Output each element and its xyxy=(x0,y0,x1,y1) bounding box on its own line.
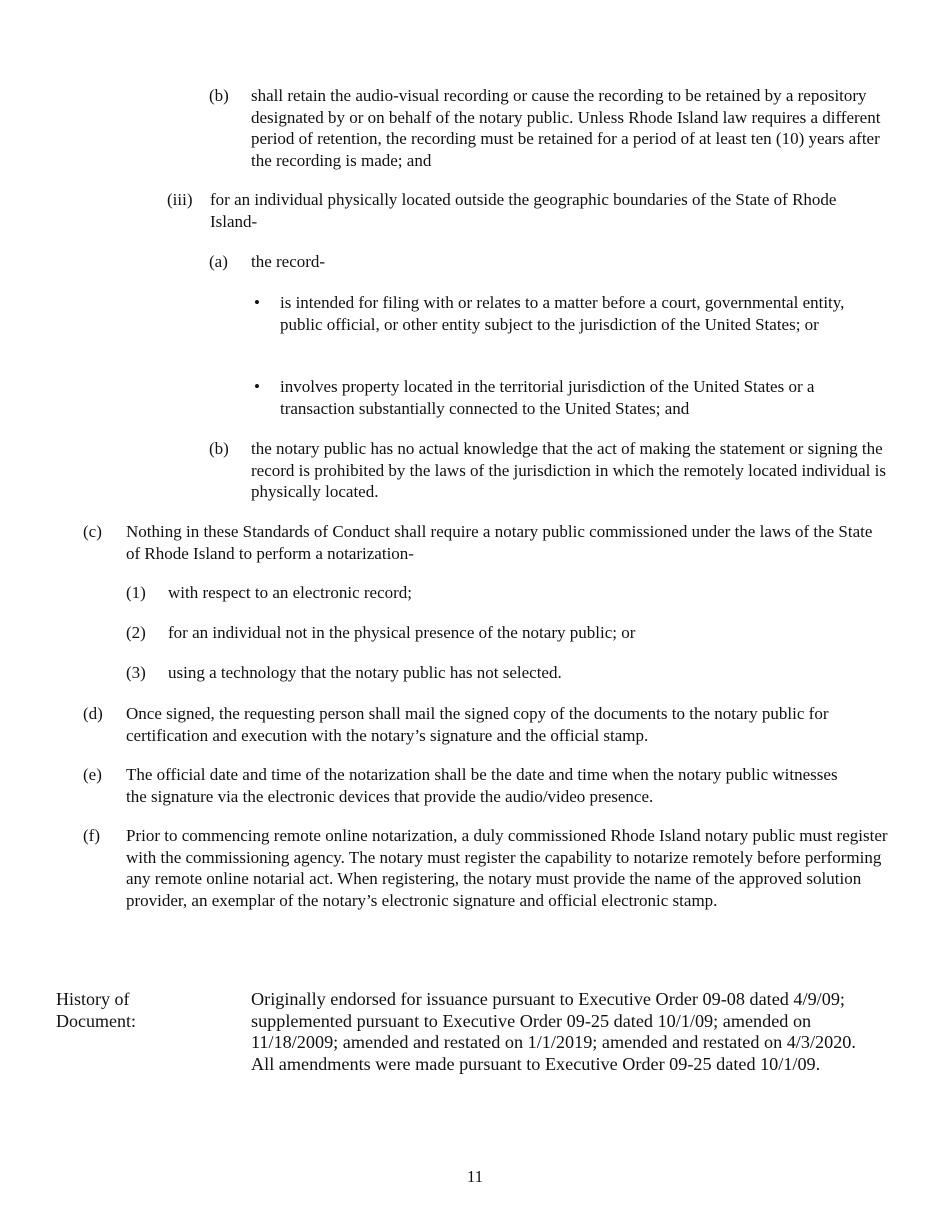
clause-text: with respect to an electronic record; xyxy=(168,583,413,602)
page-number: 11 xyxy=(466,1167,484,1186)
bullet-text: is intended for filing with or relates to a matter before a court, governmental entity, public official, or other entity subject to the jurisdiction of the United States; or xyxy=(280,293,845,334)
clause-label: (f) xyxy=(83,826,100,845)
clause-label: (c) xyxy=(83,522,102,541)
clause-text: Nothing in these Standards of Conduct shall require a notary public commissioned under the laws of the State of Rhode Island to perform a notarization- xyxy=(126,522,873,563)
clause-label: (d) xyxy=(83,704,103,723)
clause-label: (a) xyxy=(209,252,228,271)
clause-text: the record- xyxy=(251,252,326,271)
bullet-text: involves property located in the territorial jurisdiction of the United States or a transaction substantially connected to the United States; and xyxy=(280,377,815,418)
clause-text: for an individual physically located outside the geographic boundaries of the State of Rhode Island- xyxy=(210,190,837,231)
history-text: Originally endorsed for issuance pursuant to Executive Order 09-08 dated 4/9/09; supplemented pursuant to Executive Order 09-25 dated 10/1/09; amended on 11/18/2009; amended and restated on 1/1/2019; amended and restated on 4/3/2020. All amendments were made pursuant to Executive Order 09-25 dated 10/1/09. xyxy=(251,989,856,1074)
bullet-icon: • xyxy=(254,293,260,312)
clause-text: using a technology that the notary public has not selected. xyxy=(168,663,562,682)
clause-text: for an individual not in the physical presence of the notary public; or xyxy=(168,623,636,642)
clause-label: (1) xyxy=(126,583,146,602)
clause-text: the notary public has no actual knowledge that the act of making the statement or signing the record is prohibited by the laws of the jurisdiction in which the remotely located individual is physically located. xyxy=(251,439,886,501)
clause-text: shall retain the audio-visual recording or cause the recording to be retained by a repository designated by or on behalf of the notary public. Unless Rhode Island law requires a different period of retention, the recording must be retained for a period of at least ten (10) years after the recording is made; and xyxy=(251,86,881,170)
clause-label: (3) xyxy=(126,663,146,682)
clause-label: (b) xyxy=(209,86,229,105)
clause-label: (iii) xyxy=(167,190,193,209)
clause-text: The official date and time of the notarization shall be the date and time when the notary public witnesses the signature via the electronic devices that provide the audio/video presence. xyxy=(126,765,838,806)
clause-label: (e) xyxy=(83,765,102,784)
clause-text: Prior to commencing remote online notarization, a duly commissioned Rhode Island notary public must register with the commissioning agency. The notary must register the capability to notarize remotely before performing any remote online notarial act. When registering, the notary must provide the name of the approved solution provider, an exemplar of the notary’s electronic signature and official electronic stamp. xyxy=(126,826,888,910)
bullet-icon: • xyxy=(254,377,260,396)
clause-label: (b) xyxy=(209,439,229,458)
history-label: History of Document: xyxy=(56,989,136,1031)
clause-label: (2) xyxy=(126,623,146,642)
clause-text: Once signed, the requesting person shall mail the signed copy of the documents to the notary public for certification and execution with the notary’s signature and the official stamp. xyxy=(126,704,829,745)
